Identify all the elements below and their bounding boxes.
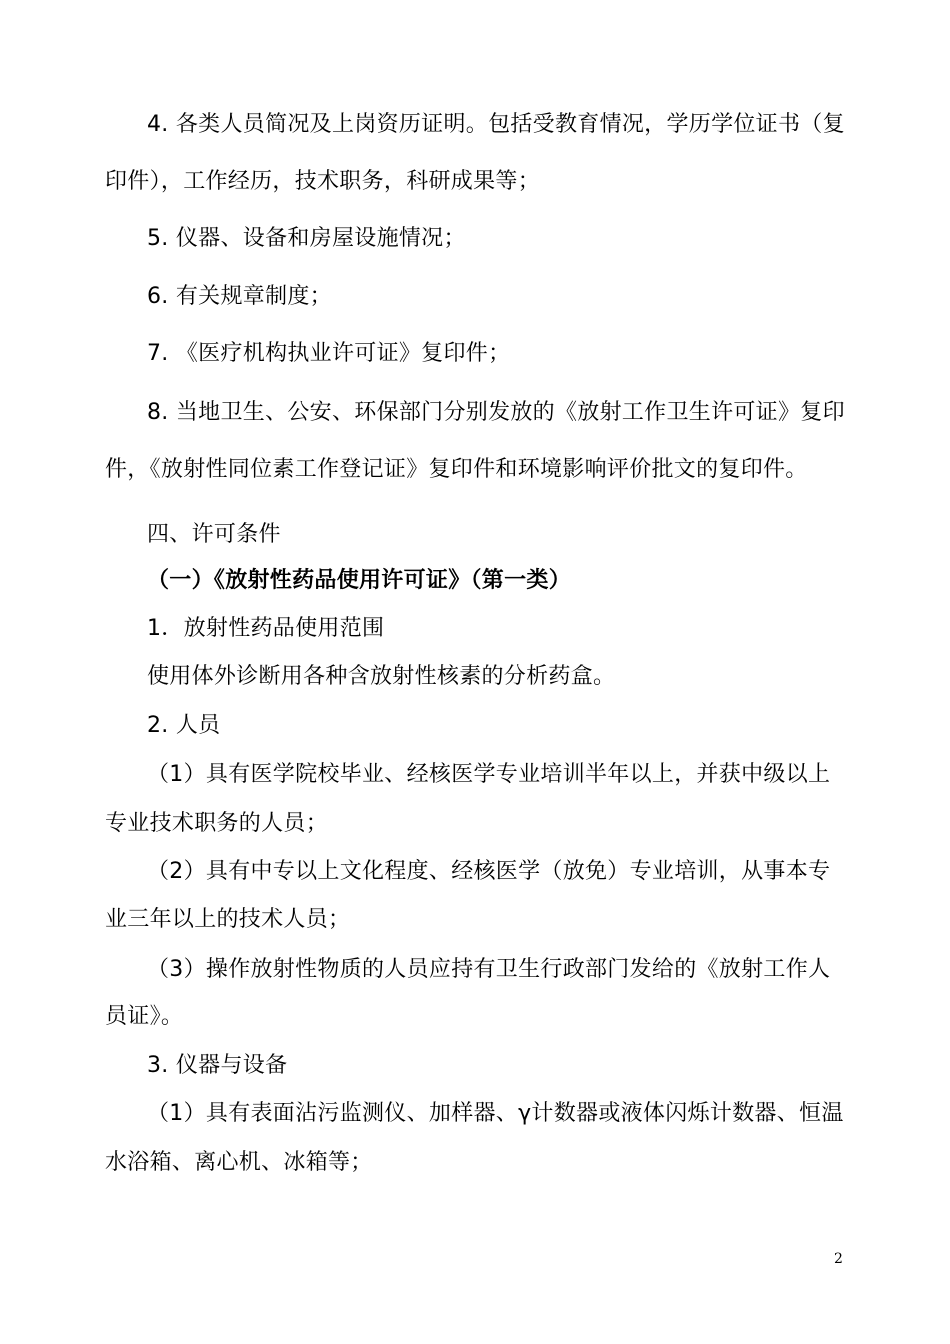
personnel-1-line-1: （1）具有医学院校毕业、经核医学专业培训半年以上，并获中级以上 — [147, 762, 831, 787]
subitem-1-text: 使用体外诊断用各种含放射性核素的分析药盒。 — [147, 664, 616, 689]
personnel-2-line-1: （2）具有中专以上文化程度、经核医学（放免）专业培训，从事本专 — [147, 859, 831, 884]
page-number: 2 — [834, 1251, 843, 1267]
equipment-1-line-2: 水浴箱、离心机、冰箱等； — [105, 1150, 373, 1175]
personnel-1-line-2: 专业技术职务的人员； — [105, 811, 329, 836]
section-heading: 四、许可条件 — [147, 522, 281, 547]
item-6: 6. 有关规章制度； — [147, 284, 332, 309]
item-8-line-2: 件，《放射性同位素工作登记证》复印件和环境影响评价批文的复印件。 — [105, 457, 808, 482]
personnel-3-line-2: 员证》。 — [105, 1004, 184, 1029]
subitem-3-heading: 3. 仪器与设备 — [147, 1053, 288, 1078]
personnel-2-line-2: 业三年以上的技术人员； — [105, 907, 351, 932]
subsection-heading: （一）《放射性药品使用许可证》（第一类） — [147, 568, 572, 593]
item-7: 7. 《医疗机构执业许可证》复印件； — [147, 341, 511, 366]
subitem-2-heading: 2. 人员 — [147, 713, 221, 738]
item-5: 5. 仪器、设备和房屋设施情况； — [147, 226, 466, 251]
personnel-3-line-1: （3）操作放射性物质的人员应持有卫生行政部门发给的《放射工作人 — [147, 957, 831, 982]
item-4-line-1: 4. 各类人员简况及上岗资历证明。包括受教育情况，学历学位证书（复 — [147, 112, 845, 137]
subitem-1-heading: 1．放射性药品使用范围 — [147, 616, 385, 641]
item-8-line-1: 8. 当地卫生、公安、环保部门分别发放的《放射工作卫生许可证》复印 — [147, 400, 845, 425]
item-4-line-2: 印件），工作经历，技术职务，科研成果等； — [105, 169, 541, 194]
equipment-1-line-1: （1）具有表面沾污监测仪、加样器、γ计数器或液体闪烁计数器、恒温 — [147, 1101, 844, 1126]
